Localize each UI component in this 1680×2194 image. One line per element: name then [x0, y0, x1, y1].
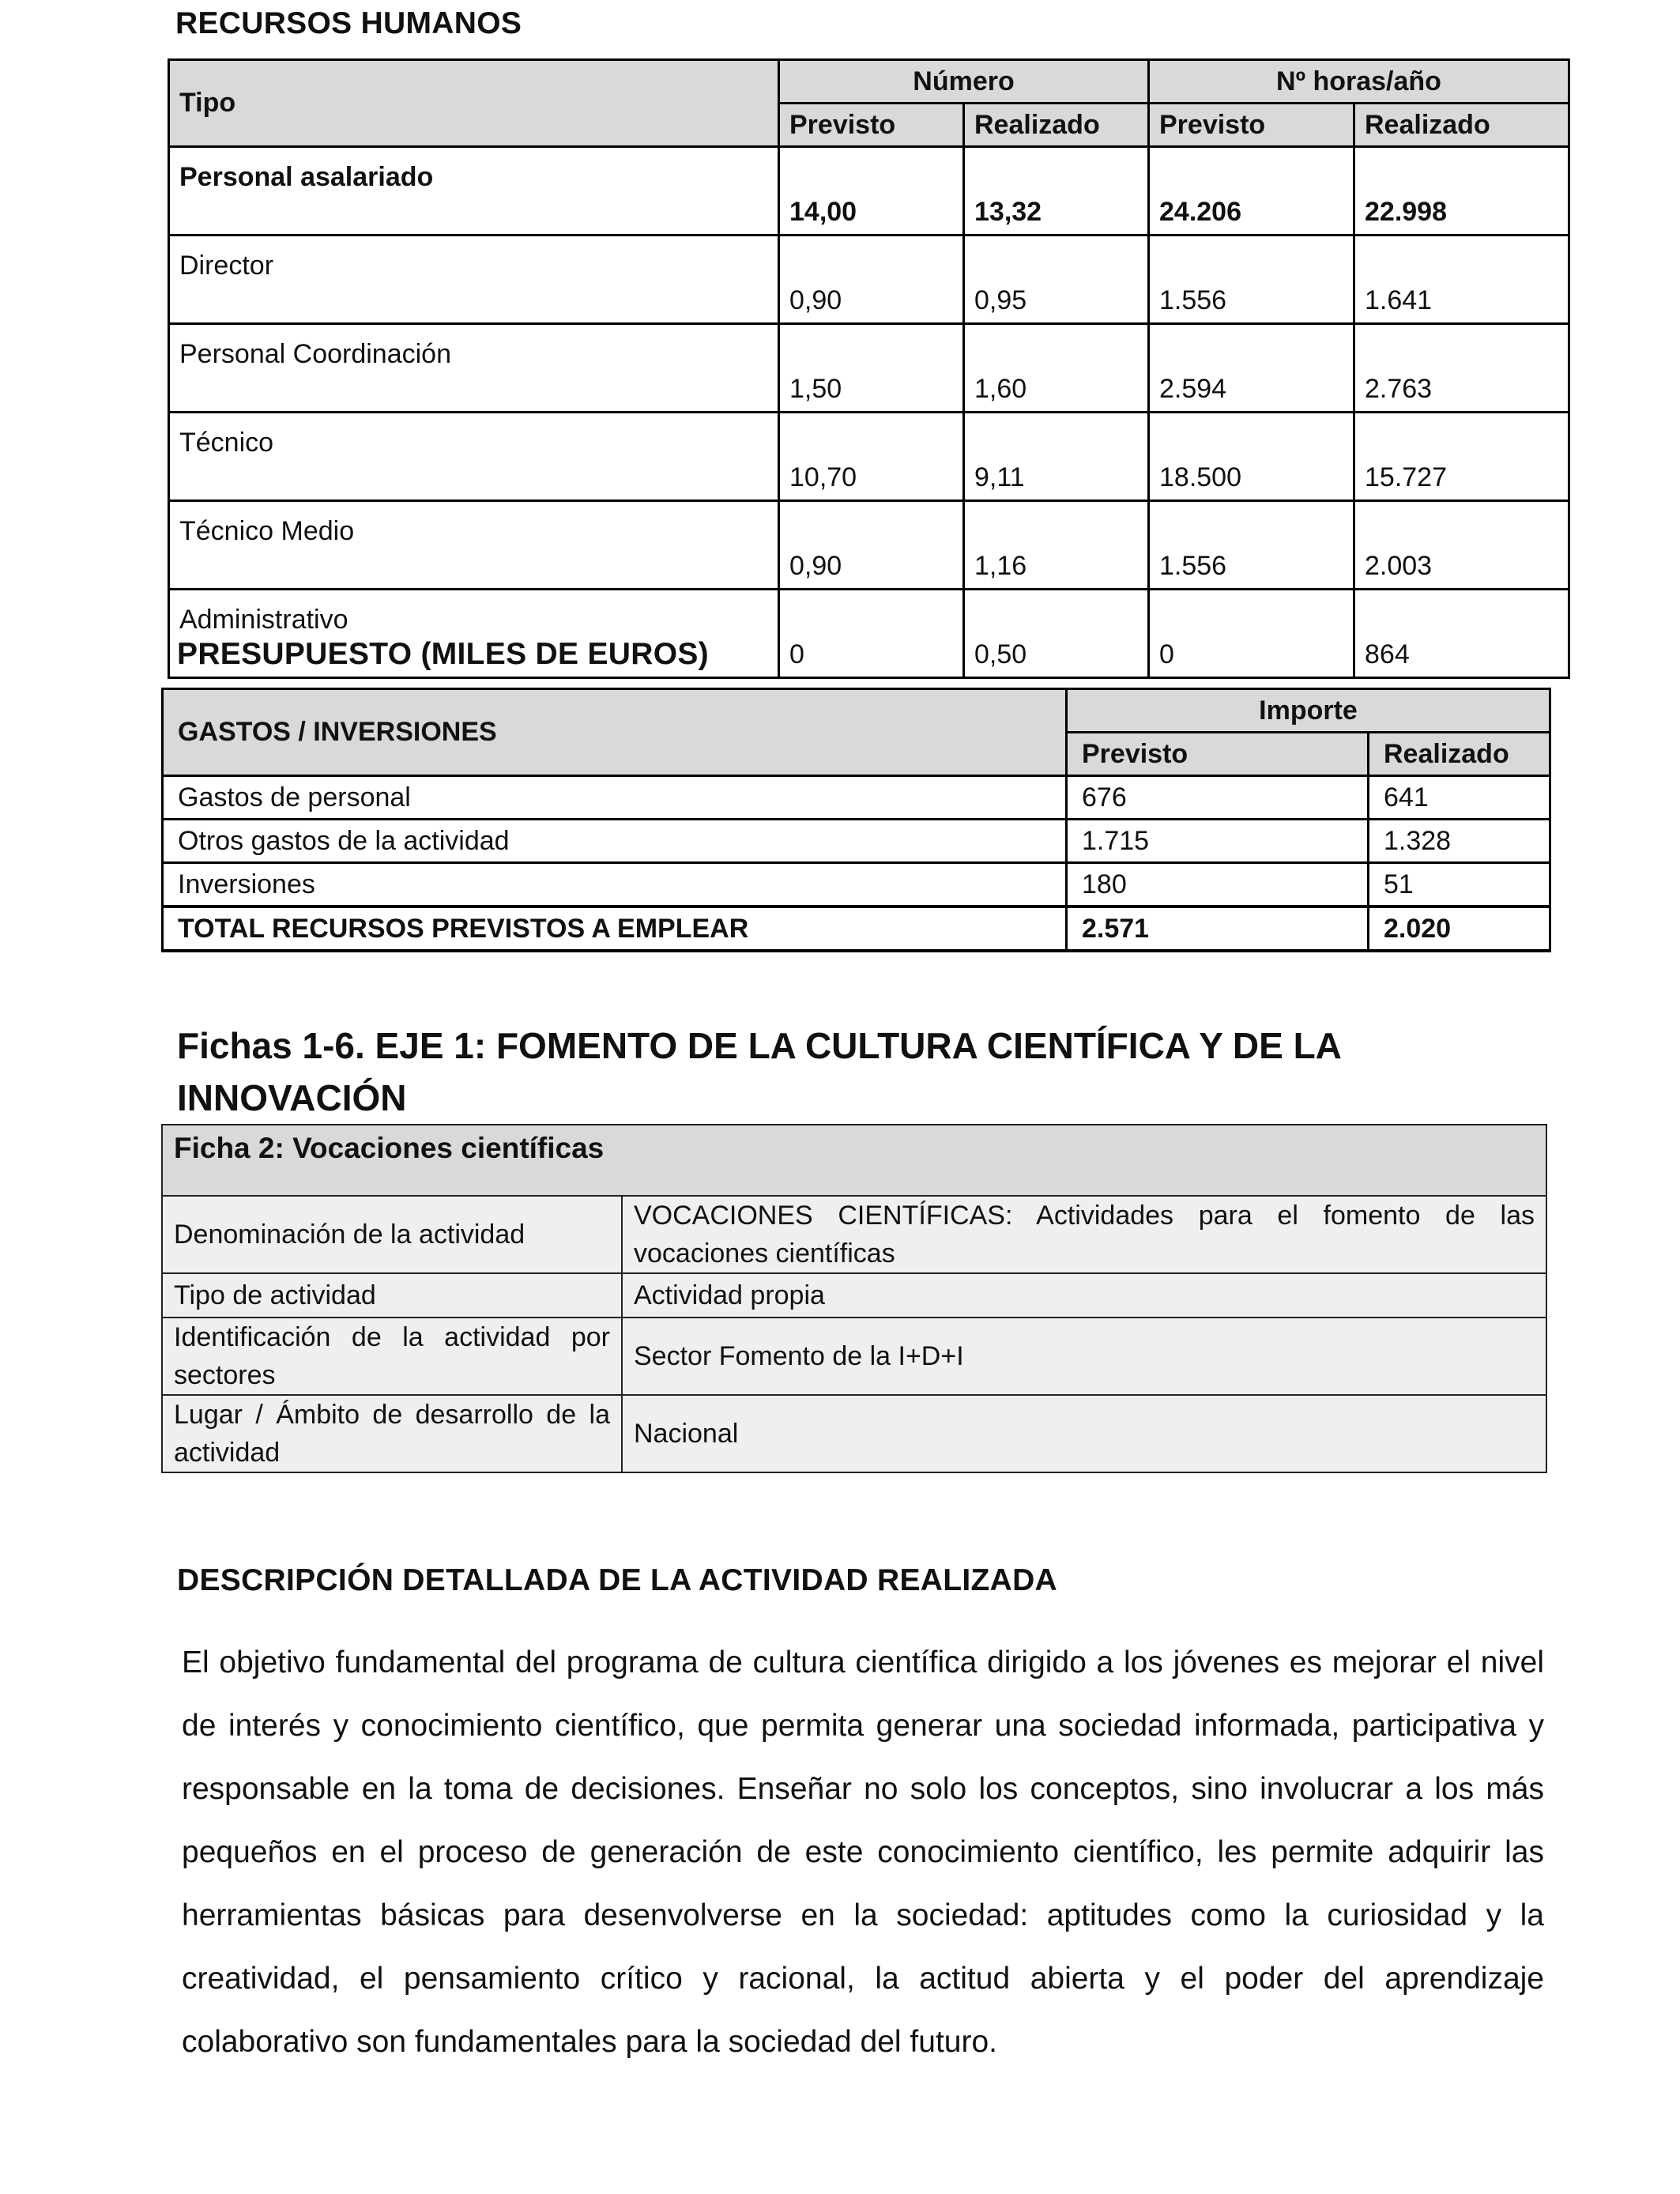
sub-realizado: Realizado	[964, 104, 1149, 147]
presupuesto-table	[161, 688, 1551, 952]
presupuesto-title: PRESUPUESTO (MILES DE EUROS)	[177, 637, 709, 671]
group-horas: Nº horas/año	[1149, 60, 1569, 104]
row-label: Director	[169, 236, 779, 324]
descripcion-title: DESCRIPCIÓN DETALLADA DE LA ACTIVIDAD REALIZADA	[177, 1563, 1058, 1597]
cell-num-previsto: 0	[779, 590, 964, 678]
table-row	[169, 147, 1569, 236]
row-label: Técnico	[169, 413, 779, 501]
cell-horas-realizado: 15.727	[1354, 413, 1569, 501]
row-label: Gastos de personal	[163, 776, 1067, 820]
sub-realizado: Realizado	[1369, 733, 1550, 776]
total-row	[163, 907, 1550, 951]
cell-realizado: 51	[1369, 863, 1550, 907]
ficha-row	[162, 1318, 1546, 1395]
table-header-row	[169, 60, 1569, 104]
cell-num-realizado: 1,16	[964, 501, 1149, 590]
cell-num-realizado: 0,50	[964, 590, 1149, 678]
row-label: Técnico Medio	[169, 501, 779, 590]
cell-horas-realizado: 2.003	[1354, 501, 1569, 590]
fichas-heading-line2: INNOVACIÓN	[177, 1077, 407, 1118]
cell-num-previsto: 0,90	[779, 501, 964, 590]
col-tipo: Tipo	[169, 60, 779, 147]
cell-num-previsto: 1,50	[779, 324, 964, 413]
ficha-table	[161, 1124, 1547, 1473]
cell-num-previsto: 10,70	[779, 413, 964, 501]
ficha-row	[162, 1273, 1546, 1318]
cell-num-previsto: 0,90	[779, 236, 964, 324]
table-header-row	[163, 689, 1550, 733]
table-row	[169, 501, 1569, 590]
ficha-value: Actividad propia	[622, 1273, 1546, 1318]
cell-previsto: 1.715	[1067, 820, 1369, 863]
ficha-value: VOCACIONES CIENTÍFICAS: Actividades para el fomento de las vocaciones científicas	[622, 1196, 1546, 1273]
table-row	[169, 413, 1569, 501]
cell-num-realizado: 0,95	[964, 236, 1149, 324]
row-label: Personal Coordinación	[169, 324, 779, 413]
cell-horas-previsto: 1.556	[1149, 236, 1354, 324]
ficha-key: Denominación de la actividad	[162, 1196, 622, 1273]
ficha-row	[162, 1395, 1546, 1472]
row-label: Inversiones	[163, 863, 1067, 907]
cell-previsto: 180	[1067, 863, 1369, 907]
cell-horas-previsto: 0	[1149, 590, 1354, 678]
ficha-key: Identificación de la actividad por sectores	[162, 1318, 622, 1395]
row-label: Administrativo	[169, 590, 779, 678]
table-row	[169, 324, 1569, 413]
cell-horas-previsto: 1.556	[1149, 501, 1354, 590]
ficha-value: Nacional	[622, 1395, 1546, 1472]
cell-realizado: 641	[1369, 776, 1550, 820]
table-row	[163, 776, 1550, 820]
cell-horas-realizado: 2.763	[1354, 324, 1569, 413]
cell-previsto: 676	[1067, 776, 1369, 820]
sub-previsto: Previsto	[779, 104, 964, 147]
sub-previsto: Previsto	[1067, 733, 1369, 776]
col-gastos: GASTOS / INVERSIONES	[163, 689, 1067, 776]
recursos-humanos-table	[168, 58, 1570, 679]
group-numero: Número	[779, 60, 1149, 104]
row-label: Otros gastos de la actividad	[163, 820, 1067, 863]
cell-horas-previsto: 24.206	[1149, 147, 1354, 236]
fichas-heading	[177, 1020, 1568, 1124]
ficha-key: Tipo de actividad	[162, 1273, 622, 1318]
ficha-title: Ficha 2: Vocaciones científicas	[162, 1125, 1546, 1196]
cell-horas-realizado: 864	[1354, 590, 1569, 678]
cell-horas-realizado: 22.998	[1354, 147, 1569, 236]
cell-horas-previsto: 2.594	[1149, 324, 1354, 413]
sub-realizado: Realizado	[1354, 104, 1569, 147]
row-label: Personal asalariado	[169, 147, 779, 236]
ficha-header-row	[162, 1125, 1546, 1196]
table-row	[169, 236, 1569, 324]
ficha-value: Sector Fomento de la I+D+I	[622, 1318, 1546, 1395]
ficha-row	[162, 1196, 1546, 1273]
group-importe: Importe	[1067, 689, 1550, 733]
total-label: TOTAL RECURSOS PREVISTOS A EMPLEAR	[163, 907, 1067, 951]
total-realizado: 2.020	[1369, 907, 1550, 951]
cell-num-realizado: 13,32	[964, 147, 1149, 236]
ficha-key: Lugar / Ámbito de desarrollo de la actividad	[162, 1395, 622, 1472]
cell-horas-realizado: 1.641	[1354, 236, 1569, 324]
fichas-heading-line1: Fichas 1-6. EJE 1: FOMENTO DE LA CULTURA CIENTÍFICA Y DE LA	[177, 1025, 1342, 1066]
table-row	[163, 863, 1550, 907]
sub-previsto: Previsto	[1149, 104, 1354, 147]
table-row	[163, 820, 1550, 863]
cell-realizado: 1.328	[1369, 820, 1550, 863]
cell-num-realizado: 1,60	[964, 324, 1149, 413]
recursos-humanos-title: RECURSOS HUMANOS	[175, 6, 522, 40]
cell-num-previsto: 14,00	[779, 147, 964, 236]
total-previsto: 2.571	[1067, 907, 1369, 951]
cell-horas-previsto: 18.500	[1149, 413, 1354, 501]
descripcion-paragraph: El objetivo fundamental del programa de cultura científica dirigido a los jóvenes es mejorar el nivel de interés y conocimiento científico, que permita generar una sociedad informada, participativa y responsable en la toma de decisiones. Enseñar no solo los conceptos, sino involucrar a los más pequeños en el proceso de generación de este conocimiento científico, les permite adquirir las herramientas básicas para desenvolverse en la sociedad: aptitudes como la curiosidad y la creatividad, el pensamiento crítico y racional, la actitud abierta y el poder del aprendizaje colaborativo son fundamentales para la sociedad del futuro.	[182, 1646, 1544, 2059]
cell-num-realizado: 9,11	[964, 413, 1149, 501]
